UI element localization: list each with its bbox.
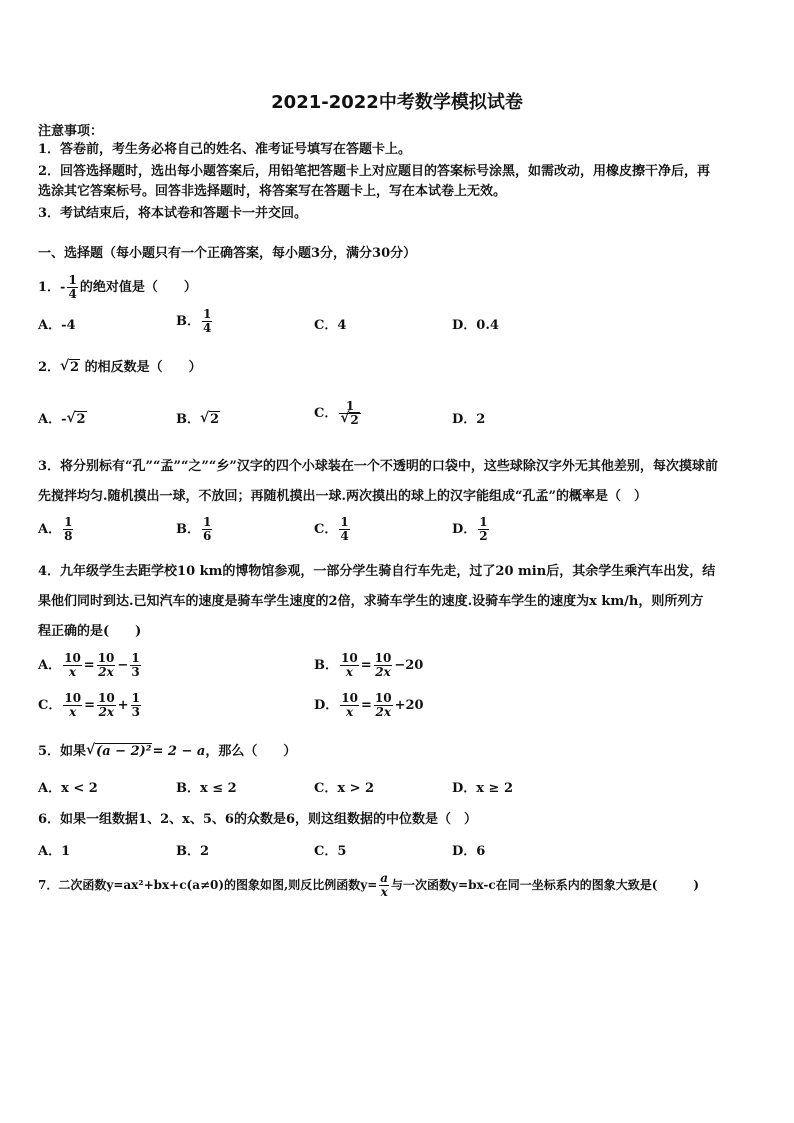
notice-item-1: 1．答卷前，考生务必将自己的姓名、准考证号填写在答题卡上。	[38, 142, 412, 157]
q4-option-b: B． $\frac{10}{x}$ = $\frac{10}{2x}$ −20	[314, 651, 424, 679]
page-title: 2021-2022中考数学模拟试卷	[271, 92, 523, 113]
q3-option-b: B． $\frac{1}{6}$	[176, 515, 212, 543]
q1-prefix: 1．-	[38, 280, 66, 295]
q1-option-a: A．-4	[38, 318, 76, 333]
q6-option-d: D．6	[452, 844, 486, 859]
q3-line-1: 3．将分别标有“孔”“孟”“之”“乡”汉字的四个小球装在一个不透明的口袋中，这些球除汉字外无其他差别，每次摸球前	[38, 459, 718, 474]
question-1	[38, 274, 197, 301]
q1-suffix: 的绝对值是（ ）	[79, 280, 197, 295]
question-7: 7．二次函数y=ax²+bx+c(a≠0)的图象如图,则反比例函数y= $\frac{a}{x}$ 与一次函数y=bx-c在同一坐标系内的图象大致是( )	[38, 871, 700, 899]
q4-option-d: D． $\frac{10}{x}$ = $\frac{10}{2x}$ +20	[314, 691, 424, 719]
q6-option-a: A．1	[38, 844, 71, 859]
q5-option-d: D．x ≥ 2	[452, 781, 514, 796]
notice-item-2-cont: 选涂其它答案标号。回答非选择题时，将答案写在答题卡上，写在本试卷上无效。	[38, 184, 507, 199]
sqrt-symbol: √ 2	[60, 358, 80, 378]
q1-option-d: D．0.4	[452, 318, 499, 333]
q3-option-a: A． $\frac{1}{8}$	[38, 515, 73, 543]
q1-fraction: $\frac{1}{4}$	[68, 273, 77, 301]
sqrt-symbol: √ (a − 2)²	[86, 742, 152, 762]
q2-option-d: D．2	[452, 412, 486, 427]
q5-option-a: A．x < 2	[38, 781, 98, 796]
q6-option-b: B．2	[176, 844, 210, 859]
q4-line-3: 程正确的是( )	[38, 624, 142, 639]
q2-option-c: C． 1 √ 2	[314, 400, 363, 427]
q2-option-a: A．-√ 2	[38, 410, 87, 430]
q4-line-2: 果他们同时到达.已知汽车的速度是骑车学生速度的2倍，求骑车学生的速度.设骑车学生的速度为x km/h，则所列方	[38, 594, 704, 609]
notice-item-3: 3．考试结束后，将本试卷和答题卡一并交回。	[38, 206, 308, 221]
q3-option-d: D． $\frac{1}{2}$	[452, 515, 488, 543]
q6-option-c: C．5	[314, 844, 347, 859]
q4-line-1: 4．九年级学生去距学校10 km的博物馆参观，一部分学生骑自行车先走，过了20 min后，其余学生乘汽车出发，结	[38, 564, 716, 579]
q5-option-b: B．x ≤ 2	[176, 781, 237, 796]
notice-heading: 注意事项：	[38, 124, 104, 139]
q4-option-c: C． $\frac{10}{x}$ = $\frac{10}{2x}$ + $\frac{1}{3}$	[38, 691, 140, 719]
notice-item-2: 2．回答选择题时，选出每小题答案后，用铅笔把答题卡上对应题目的答案标号涂黑，如需改动，用橡皮擦干净后，再	[38, 164, 711, 179]
q5-option-c: C．x > 2	[314, 781, 375, 796]
question-2: 2．√ 2 的相反数是（ ）	[38, 358, 202, 378]
question-5: 5．如果√ (a − 2)²= 2 − a，那么（ ）	[38, 742, 296, 762]
q3-line-2: 先搅拌均匀.随机摸出一球，不放回；再随机摸出一球.两次摸出的球上的汉字能组成“孔孟”的概率是（ ）	[38, 489, 648, 504]
q2-option-b: B．√ 2	[176, 410, 220, 430]
q1-option-c: C．4	[314, 318, 347, 333]
question-6: 6．如果一组数据1、2、x、5、6的众数是6，则这组数据的中位数是（ ）	[38, 812, 478, 827]
q3-option-c: C． $\frac{1}{4}$	[314, 515, 349, 543]
section-heading: 一、选择题（每小题只有一个正确答案，每小题3分，满分30分）	[38, 246, 417, 261]
q1-option-b: B． $\frac{1}{4}$	[176, 307, 212, 335]
q4-option-a: A． $\frac{10}{x}$ = $\frac{10}{2x}$ − $\frac{1}{3}$	[38, 651, 140, 679]
